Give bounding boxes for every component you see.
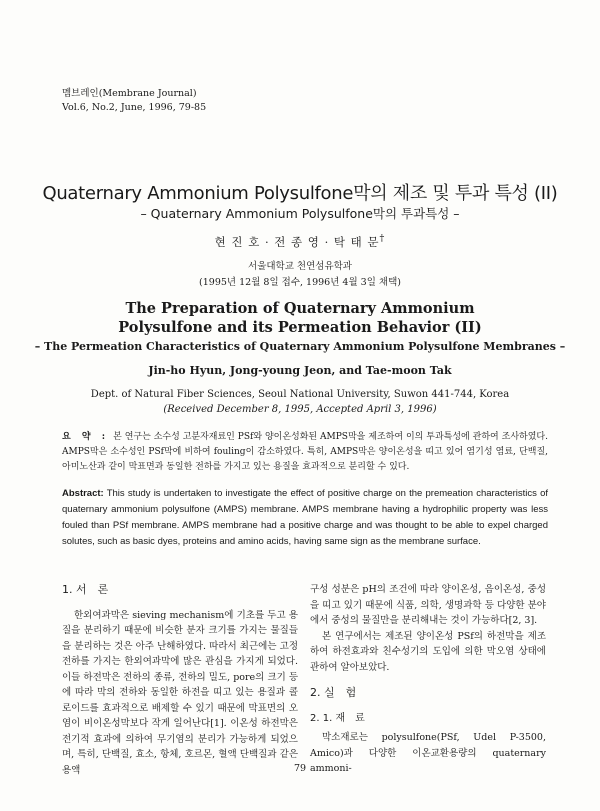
korean-title: Quaternary Ammonium Polysulfone막의 제조 및 투과 특성 (II) bbox=[42, 183, 558, 204]
english-subtitle: – The Permeation Characteristics of Quaternary Ammonium Polysulfone Membranes – bbox=[34, 340, 566, 353]
korean-authors bbox=[0, 233, 600, 250]
english-abstract bbox=[62, 486, 548, 550]
section-heading-experimental: 2. 실 험 bbox=[310, 686, 357, 699]
korean-abstract-label: 요 약 : bbox=[62, 432, 110, 442]
subsection-heading-materials: 2. 1. 재 료 bbox=[310, 712, 365, 724]
introduction-paragraph: 한외여과막은 sieving mechanism에 기초를 두고 용질을 분리하기 때문에 비슷한 분자 크기를 가지는 물질들을 분리하는 것은 아주 난해하였다. 따라서 최근에는 고정 전하를 가지는 한외여과막에 많은 관심을 가지게 되었다. 이들 하전막은 전하의 종류, 전하의 밀도, pore의 크기 등에 따라 막의 전하와 동일한 하전을 띠고 있는 용질과 콜로이드를 효과적으로 배제할 수 있기 때문에 막표면의 오염이 비이온성막보다 작게 일어난다[1]. 이온성 하전막은 전기적 효과에 의하여 무기염의 분리가 가능하게 되었으며, 특히, 단백질, 효소, 항체, 호르몬, 혈액 단백질과 같은 용액 bbox=[62, 609, 298, 776]
english-title-line2: Polysulfone and its Permeation Behavior (II) bbox=[118, 319, 482, 336]
korean-author-names: 현 진 호 · 전 종 영 · 탁 태 문 bbox=[214, 234, 380, 249]
page-number: 79 bbox=[293, 763, 307, 774]
english-abstract-text: This study is undertaken to investigate the effect of positive charge on the premeation characteristics of quaternary ammonium polysulfone (AMPS) membrane. AMPS membrane having a hydrophilic property was less fouled than PSf membrane. AMPS membrane had a positive charge and was thought to be able to expel charged solutes, such as basic dyes, proteins and amino acids, having same sign as the membrane surface. bbox=[62, 488, 548, 547]
english-abstract-label: Abstract: bbox=[62, 488, 104, 499]
left-column bbox=[62, 582, 298, 778]
korean-abstract-text: 본 연구는 소수성 고분자재료인 PSf와 양이온성화된 AMPS막을 제조하여 이의 투과특성에 관하여 조사하였다. AMPS막은 소수성인 PSf막에 비하여 fouling이 감소하였다. 특히, AMPS막은 양이온성을 띠고 있어 염기성 염료, 단백질, 아미노산과 같이 막표면과 동일한 전하를 가지고 있는 용질을 효과적으로 분리할 수 있다. bbox=[62, 432, 548, 472]
journal-name: 멤브레인(Membrane Journal) bbox=[62, 88, 197, 99]
introduction-paragraph-2: 본 연구에서는 제조된 양이온성 PSf의 하전막을 제조하여 하전효과와 친수성기의 도입에 의한 막오염 상태에 관하여 알아보았다. bbox=[310, 630, 546, 673]
korean-affiliation: 서울대학교 천연섬유학과 bbox=[248, 261, 352, 272]
right-column bbox=[310, 582, 546, 777]
journal-issue: Vol.6, No.2, June, 1996, 79-85 bbox=[62, 102, 207, 113]
materials-paragraph: 막소재로는 polysulfone(PSf, Udel P-3500, Amico)과 다양한 이온교환용량의 quaternary ammoni- bbox=[310, 732, 546, 774]
introduction-paragraph-continued: 구성 성분은 pH의 조건에 따라 양이온성, 음이온성, 중성을 띠고 있기 때문에 식품, 의학, 생명과학 등 다양한 분야에서 중성의 물질만을 분리해내는 것이 가능하다[2, 3]. bbox=[310, 584, 546, 626]
english-affiliation: Dept. of Natural Fiber Sciences, Seoul National University, Suwon 441-744, Korea bbox=[90, 389, 510, 400]
english-dates: (Received December 8, 1995, Accepted April 3, 1996) bbox=[163, 404, 437, 415]
section-heading-introduction: 1. 서 론 bbox=[62, 583, 109, 596]
korean-subtitle: – Quaternary Ammonium Polysulfone막의 투과특성 – bbox=[140, 206, 460, 221]
korean-dates: (1995년 12월 8일 접수, 1996년 4월 3일 채택) bbox=[199, 277, 401, 288]
corresponding-author-mark: † bbox=[379, 233, 386, 244]
english-title-line1: The Preparation of Quaternary Ammonium bbox=[125, 300, 475, 317]
korean-abstract bbox=[62, 430, 548, 475]
english-authors: Jin-ho Hyun, Jong-young Jeon, and Tae-moon Tak bbox=[148, 364, 452, 377]
